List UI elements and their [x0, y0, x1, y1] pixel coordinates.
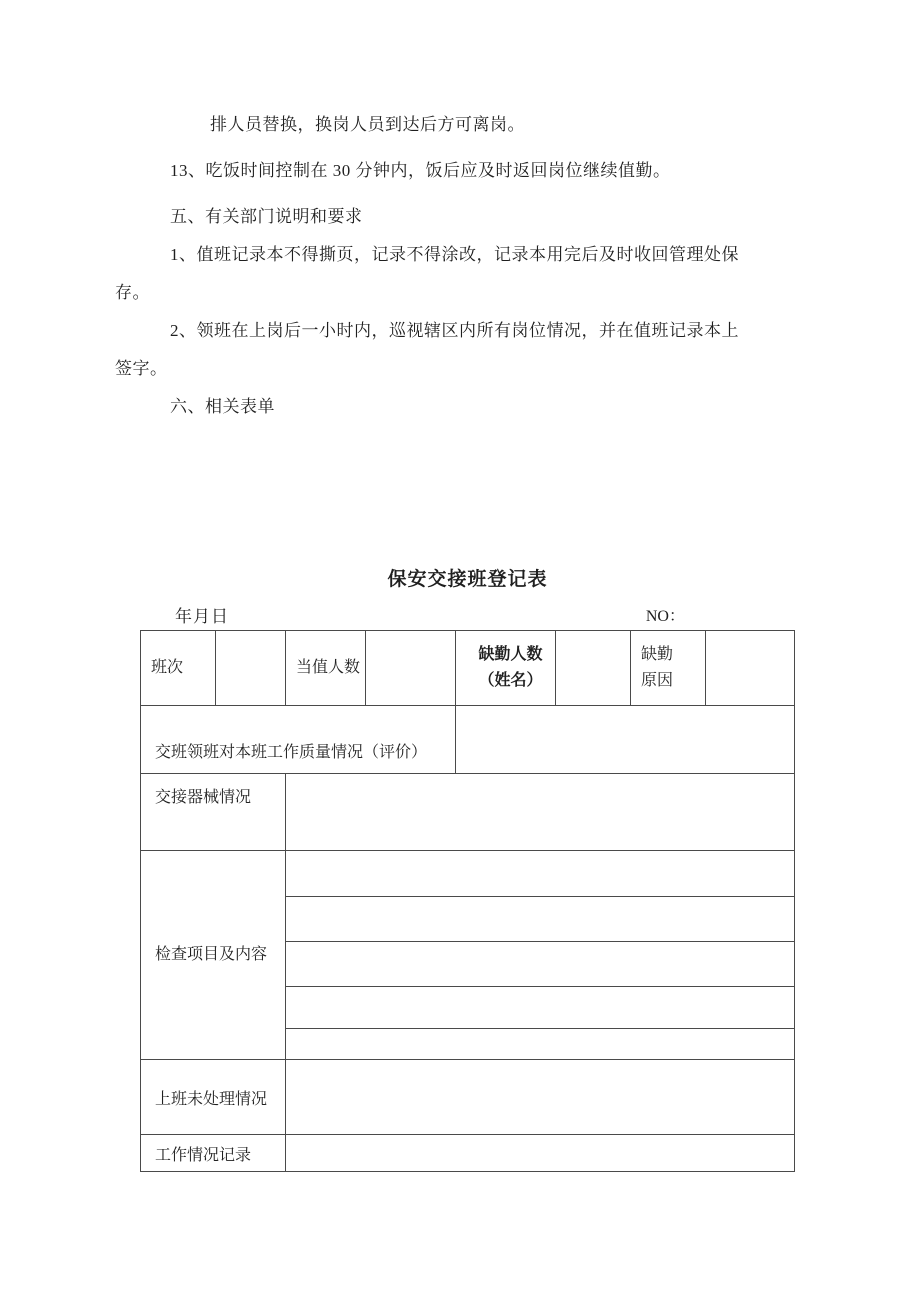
absent-reason-label-line1: 缺勤: [641, 646, 674, 663]
doc-line-6: 2、领班在上岗后一小时内，巡视辖区内所有岗位情况，并在值班记录本上: [170, 321, 739, 340]
inspection-row-group: [141, 851, 794, 1060]
doc-line-4: 1、值班记录本不得撕页，记录不得涂改，记录本用完后及时收回管理处保: [170, 245, 739, 264]
unresolved-value-cell[interactable]: [286, 1060, 794, 1134]
form-meta-row: [140, 602, 795, 626]
unresolved-label: 上班未处理情况: [155, 1090, 268, 1108]
cell-shift-label: [141, 631, 216, 705]
quality-eval-label: 交班领班对本班工作质量情况（评价）: [155, 744, 428, 761]
form-title: 保安交接班登记表: [387, 569, 548, 590]
equipment-row: [141, 774, 794, 851]
cell-absent-count-label: [456, 631, 556, 705]
inspection-subrow-2[interactable]: [286, 897, 794, 942]
quality-eval-label-cell: [141, 706, 456, 773]
form-number-label: NO：: [645, 607, 685, 625]
cell-absent-count-value[interactable]: [556, 631, 631, 705]
handover-form-table: [140, 630, 795, 1172]
table-header-row: [141, 631, 794, 706]
absent-reason-label-line2: 原因: [641, 672, 674, 689]
equipment-label: 交接器械情况: [155, 789, 252, 806]
body-text: [115, 106, 800, 426]
work-record-label-cell: [141, 1135, 286, 1171]
unresolved-row: [141, 1060, 794, 1135]
doc-line-8: 六、相关表单: [170, 397, 275, 416]
date-label: 年月日: [175, 606, 229, 626]
work-record-row: [141, 1135, 794, 1171]
work-record-value-cell[interactable]: [286, 1135, 794, 1171]
unresolved-label-cell: [141, 1060, 286, 1134]
inspection-subrow-1[interactable]: [286, 851, 794, 897]
inspection-subrow-4[interactable]: [286, 987, 794, 1029]
absent-count-label-line2: （姓名）: [478, 672, 543, 689]
absent-count-label-line1: 缺勤人数: [478, 646, 543, 663]
cell-shift-value[interactable]: [216, 631, 286, 705]
inspection-subrow-5[interactable]: [286, 1029, 794, 1059]
equipment-label-cell: [141, 774, 286, 850]
doc-line-3: 五、有关部门说明和要求: [170, 207, 363, 226]
doc-line-1: 排人员替换，换岗人员到达后方可离岗。: [210, 115, 525, 134]
cell-absent-reason-value[interactable]: [706, 631, 794, 705]
work-record-label: 工作情况记录: [155, 1146, 252, 1164]
cell-onduty-value[interactable]: [366, 631, 456, 705]
inspection-label-cell: [141, 851, 286, 1059]
inspection-label: 检查项目及内容: [155, 946, 268, 963]
onduty-label: 当值人数: [296, 659, 361, 676]
doc-line-7: 签字。: [115, 359, 168, 378]
quality-eval-row: [141, 706, 794, 774]
quality-eval-value-cell[interactable]: [456, 706, 794, 773]
equipment-value-cell[interactable]: [286, 774, 794, 850]
doc-line-5: 存。: [115, 283, 150, 302]
cell-absent-reason-label: [631, 631, 706, 705]
shift-label: 班次: [151, 659, 184, 676]
inspection-subrow-3[interactable]: [286, 942, 794, 987]
inspection-subrows: [286, 851, 794, 1059]
cell-onduty-label: [286, 631, 366, 705]
doc-line-2: 13、吃饭时间控制在 30 分钟内，饭后应及时返回岗位继续值勤。: [170, 161, 671, 180]
